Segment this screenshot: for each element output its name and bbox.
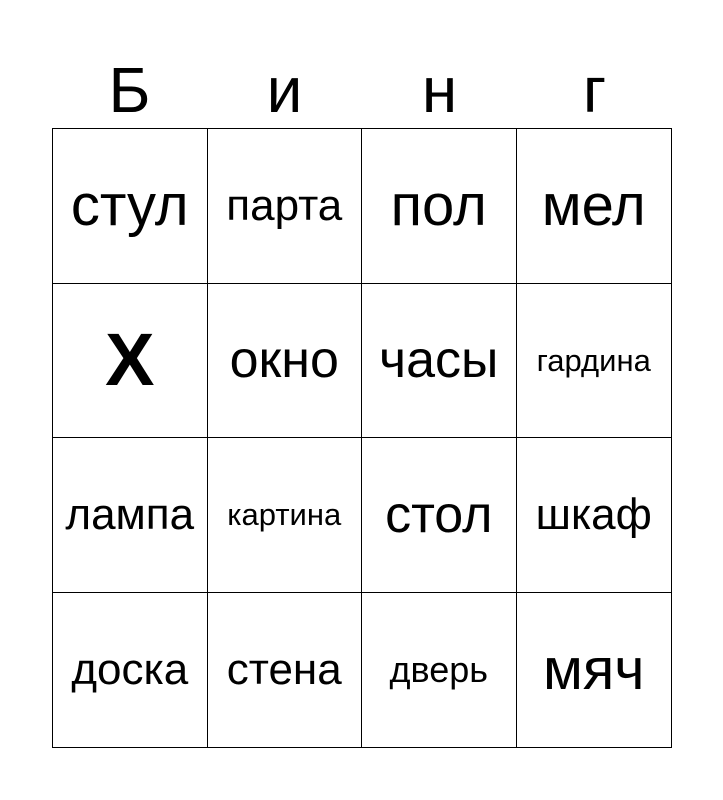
bingo-board [52,128,672,748]
header-letter: н [421,54,458,126]
bingo-cell[interactable]: шкаф [517,438,672,593]
header-letter: г [582,54,607,126]
bingo-cell[interactable]: дверь [362,593,517,748]
bingo-cell[interactable]: окно [208,284,363,439]
bingo-cell[interactable]: мел [517,129,672,284]
bingo-cell[interactable]: стол [362,438,517,593]
free-space-cell[interactable]: X [53,284,208,439]
bingo-cell[interactable]: гардина [517,284,672,439]
bingo-cell[interactable]: пол [362,129,517,284]
bingo-cell[interactable]: парта [208,129,363,284]
bingo-cell[interactable]: стена [208,593,363,748]
bingo-cell[interactable]: доска [53,593,208,748]
bingo-cell[interactable]: лампа [53,438,208,593]
header-letter: Б [108,54,151,126]
bingo-cell[interactable]: стул [53,129,208,284]
header-letter: и [266,54,303,126]
bingo-cell[interactable]: мяч [543,636,645,702]
bingo-cell[interactable]: часы [362,284,517,439]
bingo-cell[interactable]: картина [208,438,363,593]
bingo-header [52,52,672,128]
